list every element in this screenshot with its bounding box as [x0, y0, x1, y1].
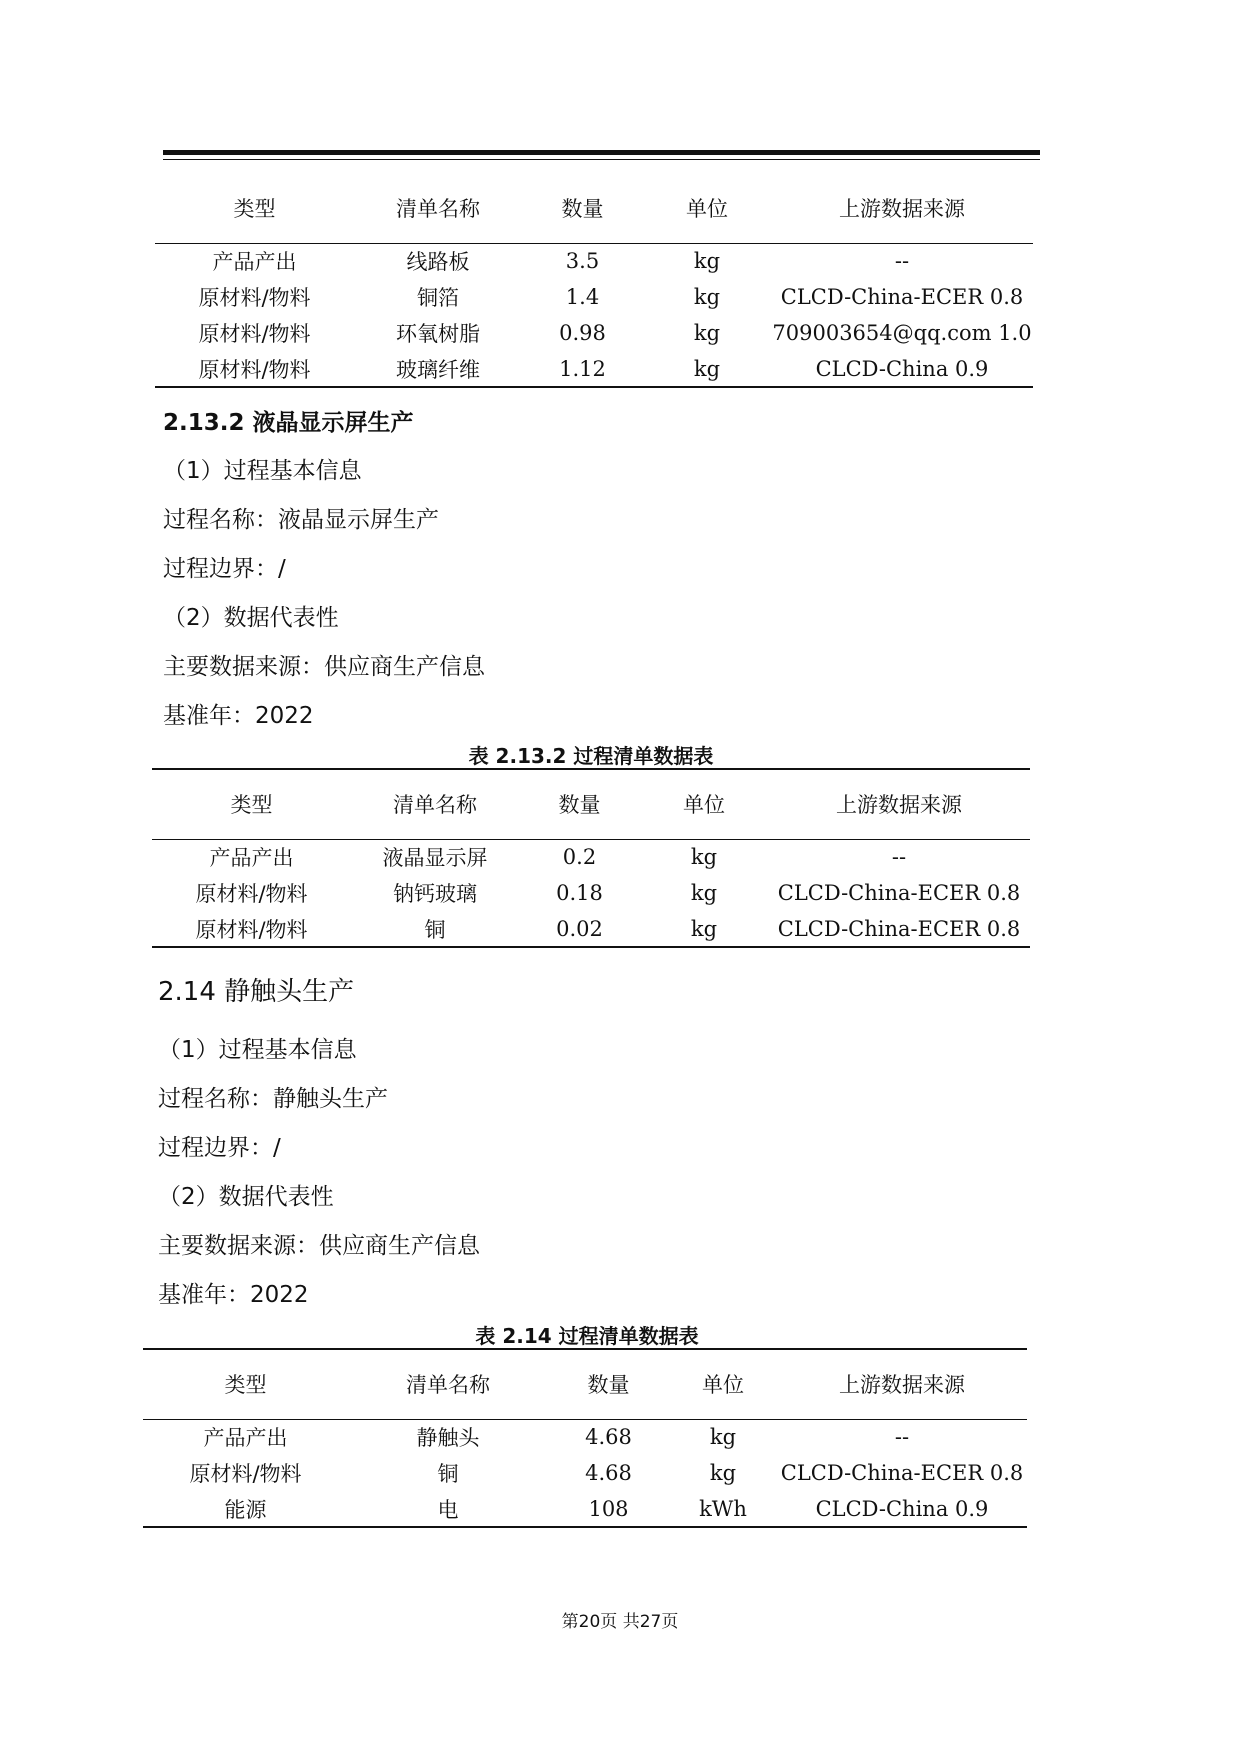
cell-item-name: 线路板 — [406, 250, 470, 275]
col-header-type: 类型 — [230, 793, 273, 818]
col-header-upstream-source: 上游数据来源 — [839, 196, 965, 221]
cell-quantity: 1.4 — [565, 285, 600, 309]
cell-type: 原材料/物料 — [198, 322, 311, 346]
page-footer: 第20页 共27页 — [561, 1612, 679, 1632]
base-year: 基准年：2022 — [163, 703, 314, 729]
process-name: 过程名称：静触头生产 — [158, 1086, 388, 1112]
cell-quantity: 0.2 — [562, 845, 597, 870]
cell-type: 产品产出 — [209, 846, 294, 871]
table-row — [155, 315, 1033, 351]
cell-unit: kg — [709, 1425, 737, 1450]
cell-upstream-source: CLCD-China-ECER 0.8 — [777, 881, 1021, 905]
cell-type: 原材料/物料 — [195, 882, 308, 906]
section-heading-2-14: 2.14 静触头生产 — [158, 977, 355, 1007]
col-header-type: 类型 — [233, 196, 276, 221]
main-data-source: 主要数据来源：供应商生产信息 — [163, 654, 485, 680]
cell-upstream-source: -- — [891, 845, 907, 870]
col-header-type: 类型 — [224, 1373, 267, 1398]
cell-quantity: 3.5 — [565, 249, 600, 274]
process-boundary: 过程边界：/ — [163, 556, 286, 582]
cell-upstream-source: CLCD-China 0.9 — [815, 356, 989, 381]
col-header-quantity: 数量 — [587, 1373, 630, 1398]
cell-quantity: 0.18 — [556, 881, 603, 905]
table-caption-2-13-2: 表 2.13.2 过程清单数据表 — [468, 744, 714, 768]
cell-item-name: 铜箔 — [417, 286, 459, 310]
table-row — [143, 1455, 1027, 1491]
cell-item-name: 铜 — [424, 917, 446, 942]
col-header-item-name: 清单名称 — [393, 793, 477, 818]
table-caption-2-14: 表 2.14 过程清单数据表 — [475, 1324, 699, 1348]
table-row — [155, 279, 1033, 315]
cell-upstream-source: -- — [894, 1425, 910, 1450]
col-header-unit: 单位 — [686, 196, 728, 221]
col-header-item-name: 清单名称 — [406, 1373, 490, 1398]
cell-upstream-source: -- — [894, 249, 910, 274]
header-rule-thick — [163, 150, 1040, 155]
cell-item-name: 静触头 — [416, 1426, 480, 1451]
table-header-row — [152, 769, 1030, 839]
cell-item-name: 环氧树脂 — [396, 322, 480, 346]
cell-type: 产品产出 — [203, 1426, 288, 1451]
cell-quantity: 4.68 — [585, 1425, 632, 1450]
table-2-13-2 — [152, 768, 1030, 948]
table-row — [143, 1419, 1027, 1455]
cell-unit: kg — [693, 321, 721, 345]
table-row — [152, 911, 1030, 947]
cell-unit: kWh — [699, 1496, 747, 1521]
process-boundary: 过程边界：/ — [158, 1135, 281, 1161]
col-header-upstream-source: 上游数据来源 — [836, 793, 962, 818]
cell-upstream-source: CLCD-China-ECER 0.8 — [780, 285, 1024, 309]
representativeness-heading: （2）数据代表性 — [163, 605, 339, 631]
header-rule-thin — [163, 159, 1040, 160]
cell-unit: kg — [693, 285, 721, 309]
cell-unit: kg — [709, 1461, 737, 1485]
cell-type: 产品产出 — [212, 250, 297, 275]
cell-item-name: 钠钙玻璃 — [393, 882, 477, 906]
table-row — [152, 839, 1030, 875]
cell-type: 原材料/物料 — [189, 1462, 302, 1486]
col-header-unit: 单位 — [683, 793, 725, 818]
cell-quantity: 4.68 — [585, 1461, 632, 1485]
cell-item-name: 液晶显示屏 — [382, 846, 488, 871]
cell-upstream-source: 709003654@qq.com 1.0 — [772, 321, 1032, 345]
table-2-13-1 — [155, 173, 1033, 388]
cell-unit: kg — [690, 845, 718, 870]
cell-quantity: 1.12 — [559, 356, 606, 381]
cell-unit: kg — [690, 916, 718, 941]
table-header-row — [143, 1349, 1027, 1419]
section-heading-2-13-2: 2.13.2 液晶显示屏生产 — [163, 410, 414, 436]
table-row — [155, 351, 1033, 387]
cell-unit: kg — [693, 249, 721, 274]
cell-upstream-source: CLCD-China-ECER 0.8 — [780, 1461, 1024, 1485]
main-data-source: 主要数据来源：供应商生产信息 — [158, 1233, 480, 1259]
base-year: 基准年：2022 — [158, 1282, 309, 1308]
cell-quantity: 0.98 — [559, 321, 606, 345]
table-row — [155, 243, 1033, 279]
col-header-quantity: 数量 — [561, 196, 604, 221]
table-row — [152, 875, 1030, 911]
col-header-upstream-source: 上游数据来源 — [839, 1373, 965, 1398]
table-2-14 — [143, 1348, 1027, 1528]
cell-quantity: 108 — [588, 1496, 629, 1521]
cell-item-name: 铜 — [437, 1462, 459, 1486]
cell-quantity: 0.02 — [556, 916, 603, 941]
representativeness-heading: （2）数据代表性 — [158, 1184, 334, 1210]
col-header-item-name: 清单名称 — [396, 196, 480, 221]
cell-unit: kg — [690, 881, 718, 905]
col-header-unit: 单位 — [702, 1373, 744, 1398]
cell-type: 原材料/物料 — [195, 917, 308, 942]
basic-info-heading: （1）过程基本信息 — [158, 1037, 357, 1063]
cell-upstream-source: CLCD-China-ECER 0.8 — [777, 916, 1021, 941]
cell-item-name: 电 — [437, 1497, 459, 1522]
table-header-row — [155, 173, 1033, 243]
cell-type: 原材料/物料 — [198, 357, 311, 382]
cell-type: 能源 — [224, 1497, 267, 1522]
basic-info-heading: （1）过程基本信息 — [163, 458, 362, 484]
cell-item-name: 玻璃纤维 — [396, 357, 480, 382]
process-name: 过程名称：液晶显示屏生产 — [163, 507, 439, 533]
cell-upstream-source: CLCD-China 0.9 — [815, 1496, 989, 1521]
col-header-quantity: 数量 — [558, 793, 601, 818]
cell-unit: kg — [693, 356, 721, 381]
cell-type: 原材料/物料 — [198, 286, 311, 310]
table-row — [143, 1491, 1027, 1527]
